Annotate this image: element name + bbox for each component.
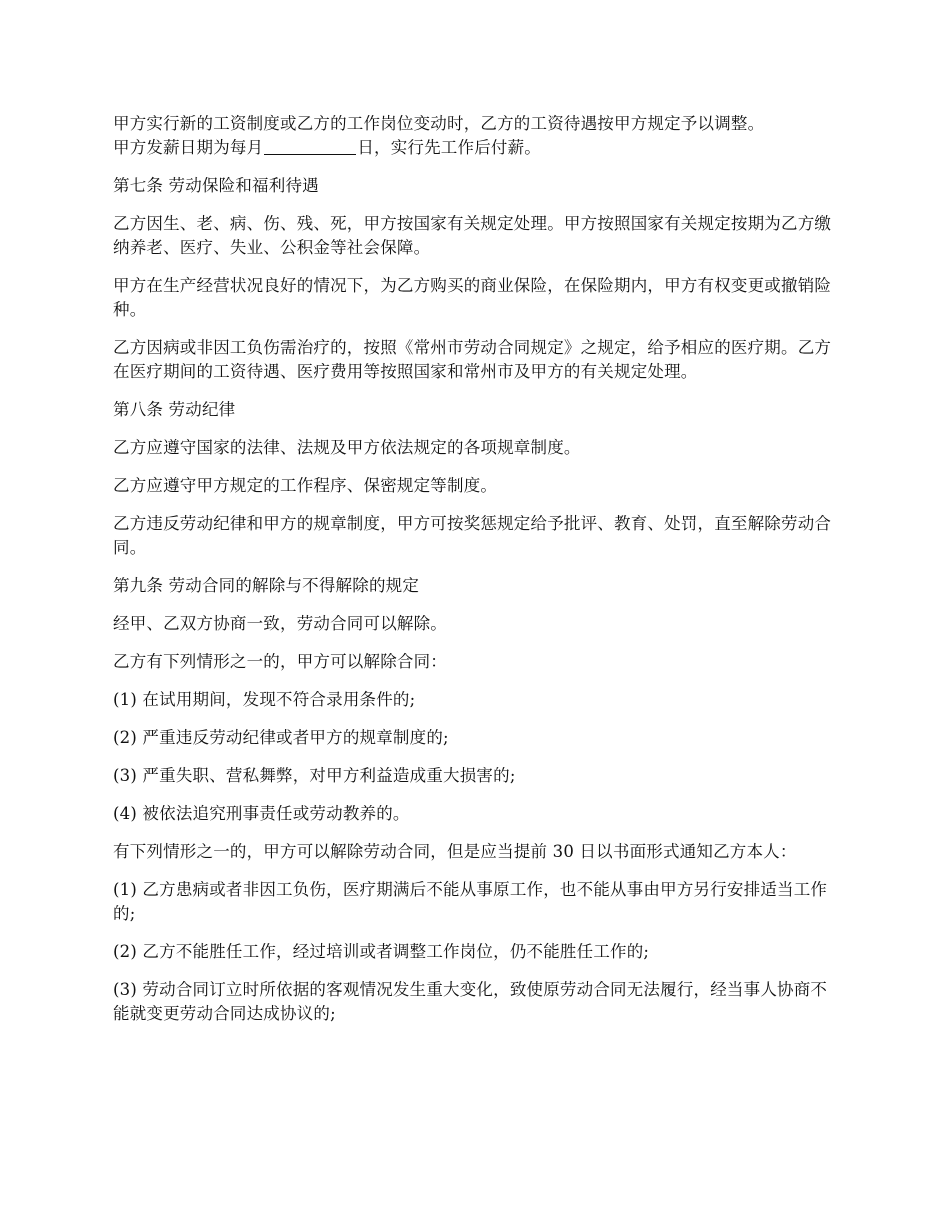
article-7-paragraph-2: 甲方在生产经营状况良好的情况下，为乙方购买的商业保险，在保险期内，甲方有权变更或撤销险种。 [113,276,832,319]
payday-text-before: 甲方发薪日期为每月 [113,138,264,157]
list-item: (4) 被依法追究刑事责任或劳动教养的。 [113,804,410,823]
article-8-paragraph-1: 乙方应遵守国家的法律、法规及甲方依法规定的各项规章制度。 [113,438,581,457]
paragraph-salary [113,112,841,160]
article-8-title: 第八条 劳动纪律 [113,400,236,419]
article-8-paragraph-3: 乙方违反劳动纪律和甲方的规章制度，甲方可按奖惩规定给予批评、教育、处罚，直至解除劳动合同。 [113,514,832,557]
article-8-paragraph-2: 乙方应遵守甲方规定的工作程序、保密规定等制度。 [113,476,498,495]
article-9-paragraph-2: 乙方有下列情形之一的，甲方可以解除合同： [113,652,447,671]
payday-text-after: 日，实行先工作后付薪。 [357,138,542,157]
article-9-paragraph-3: 有下列情形之一的，甲方可以解除劳动合同，但是应当提前 30 日以书面形式通知乙方本人： [113,842,797,861]
list-item: (3) 严重失职、营私舞弊，对甲方利益造成重大损害的; [113,766,516,785]
list-item: (2) 乙方不能胜任工作，经过培训或者调整工作岗位，仍不能胜任工作的; [113,942,650,961]
list-item: (1) 乙方患病或者非因工负伤，医疗期满后不能从事原工作，也不能从事由甲方另行安排适当工作的; [113,880,828,923]
list-item: (1) 在试用期间，发现不符合录用条件的; [113,690,416,709]
article-7-paragraph-3: 乙方因病或非因工负伤需治疗的，按照《常州市劳动合同规定》之规定，给予相应的医疗期。乙方在医疗期间的工资待遇、医疗费用等按照国家和常州市及甲方的有关规定处理。 [113,338,832,381]
list-item: (3) 劳动合同订立时所依据的客观情况发生重大变化，致使原劳动合同无法履行，经当事人协商不能就变更劳动合同达成协议的; [113,980,828,1023]
payday-blank-field [264,138,356,155]
list-item: (2) 严重违反劳动纪律或者甲方的规章制度的; [113,728,449,747]
article-7-paragraph-1: 乙方因生、老、病、伤、残、死，甲方按国家有关规定处理。甲方按照国家有关规定按期为乙方缴纳养老、医疗、失业、公积金等社会保障。 [113,214,832,257]
article-9-paragraph-1: 经甲、乙双方协商一致，劳动合同可以解除。 [113,614,447,633]
article-9-title: 第九条 劳动合同的解除与不得解除的规定 [113,576,420,595]
article-7-title: 第七条 劳动保险和福利待遇 [113,176,319,195]
document-page [113,112,841,1040]
salary-adjust-text: 甲方实行新的工资制度或乙方的工作岗位变动时，乙方的工资待遇按甲方规定予以调整。 [113,114,765,133]
